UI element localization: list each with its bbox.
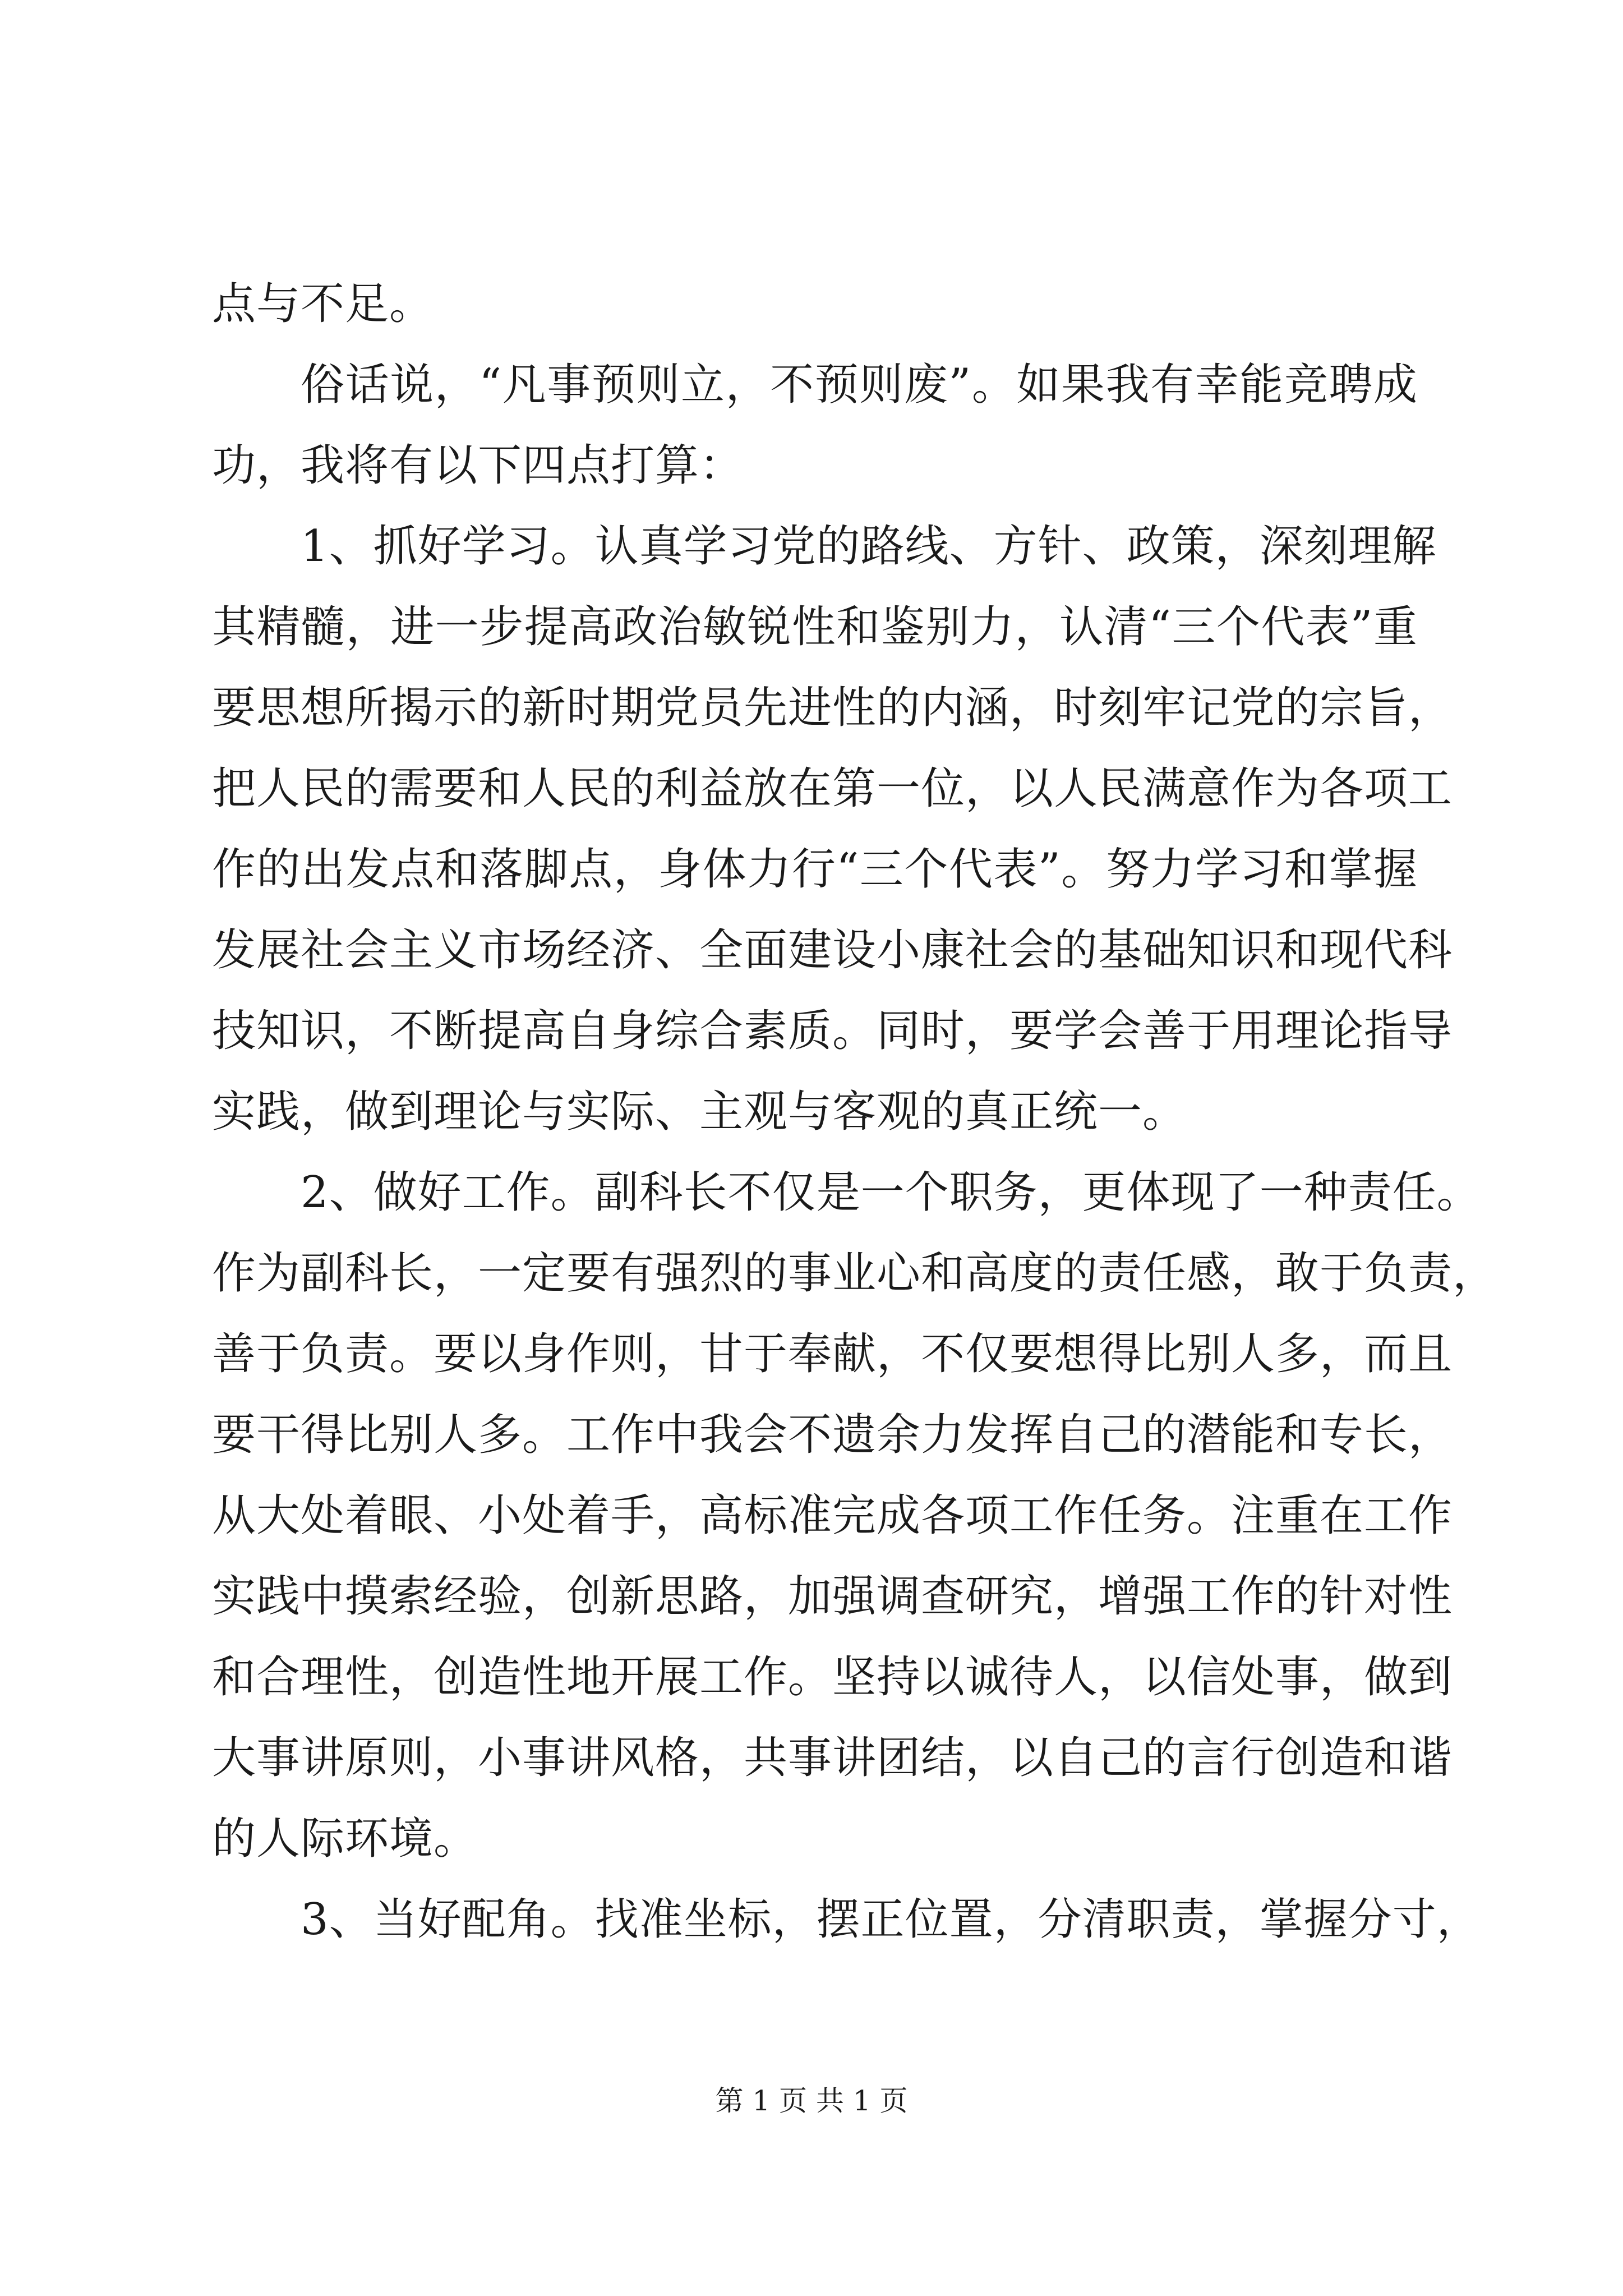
text-line: 3、当好配角。找准坐标，摆正位置，分清职责，掌握分寸， xyxy=(301,1894,1481,1945)
document-body xyxy=(212,264,1497,1960)
text-line: 其精髓，进一步提高政治敏锐性和鉴别力，认清“三个代表”重 xyxy=(212,602,1418,652)
text-line: 1、抓好学习。认真学习党的路线、方针、政策，深刻理解 xyxy=(301,521,1437,572)
text-line: 点与不足。 xyxy=(212,279,434,329)
text-line: 要干得比别人多。工作中我会不遗余力发挥自己的潜能和专长， xyxy=(212,1410,1453,1460)
text-line: 作为副科长，一定要有强烈的事业心和高度的责任感，敢于负责， xyxy=(212,1248,1497,1299)
text-line: 的人际环境。 xyxy=(212,1814,478,1864)
text-line: 把人民的需要和人民的利益放在第一位，以人民满意作为各项工 xyxy=(212,763,1453,814)
text-line: 发展社会主义市场经济、全面建设小康社会的基础知识和现代科 xyxy=(212,925,1453,976)
text-line: 实践，做到理论与实际、主观与客观的真正统一。 xyxy=(212,1087,1187,1137)
text-line: 功，我将有以下四点打算： xyxy=(212,440,744,491)
text-line: 要思想所揭示的新时期党员先进性的内涵，时刻牢记党的宗旨， xyxy=(212,683,1453,733)
text-line: 2、做好工作。副科长不仅是一个职务，更体现了一种责任。 xyxy=(301,1167,1481,1218)
text-line: 作的出发点和落脚点，身体力行“三个代表”。努力学习和掌握 xyxy=(212,844,1418,895)
text-line: 技知识，不断提高自身综合素质。同时，要学会善于用理论指导 xyxy=(212,1006,1453,1056)
text-line: 大事讲原则，小事讲风格，共事讲团结，以自己的言行创造和谐 xyxy=(212,1733,1453,1783)
text-line: 实践中摸索经验，创新思路，加强调查研究，增强工作的针对性 xyxy=(212,1571,1453,1622)
text-line: 俗话说，“凡事预则立，不预则废”。如果我有幸能竞聘成 xyxy=(301,360,1418,410)
text-line: 从大处着眼、小处着手，高标准完成各项工作任务。注重在工作 xyxy=(212,1490,1453,1541)
page-footer: 第 1 页 共 1 页 xyxy=(715,2085,908,2117)
text-line: 和合理性，创造性地开展工作。坚持以诚待人，以信处事，做到 xyxy=(212,1652,1453,1703)
text-line: 善于负责。要以身作则，甘于奉献，不仅要想得比别人多，而且 xyxy=(212,1329,1453,1379)
